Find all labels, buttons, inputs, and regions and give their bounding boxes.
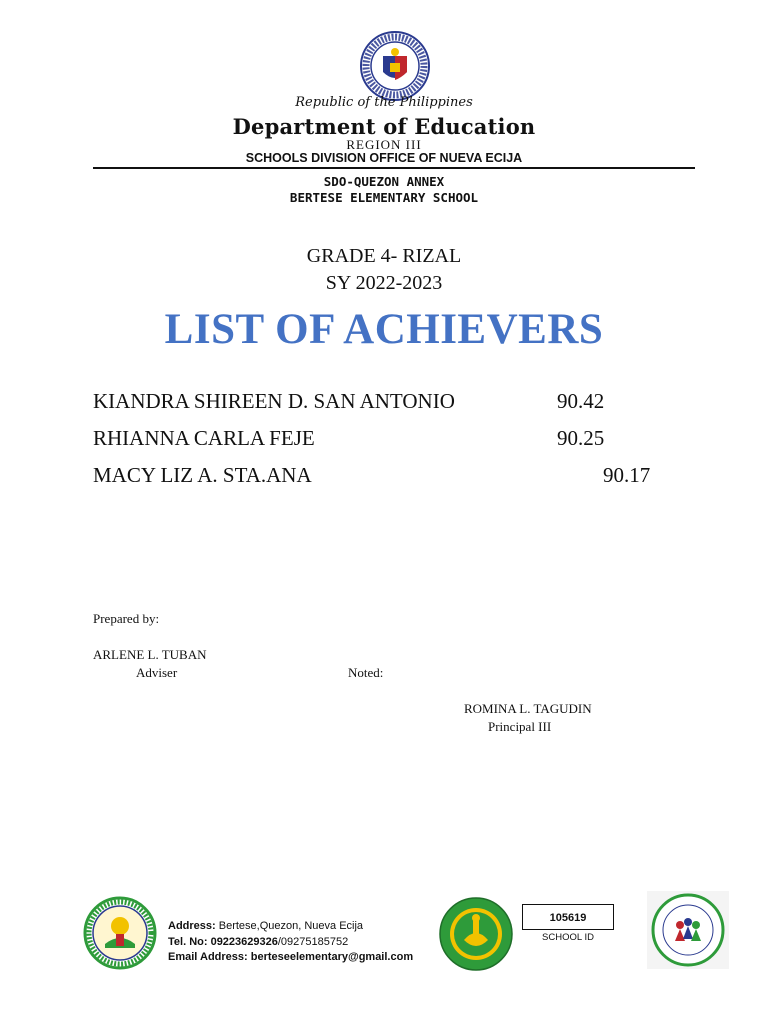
adviser-name: ARLENE L. TUBAN (93, 647, 207, 662)
address-value: Bertese,Quezon, Nueva Ecija (215, 920, 364, 932)
achiever-name: RHIANNA CARLA FEJE (93, 426, 315, 450)
document-title: LIST OF ACHIEVERS (164, 306, 604, 353)
school-year: SY 2022-2023 (325, 272, 443, 294)
republic-heading: Republic of the Philippines (295, 95, 473, 110)
email-value: berteseelementary@gmail.com (247, 951, 414, 963)
grade-section: GRADE 4- RIZAL (306, 245, 462, 267)
school-heading: BERTESE ELEMENTARY SCHOOL (289, 190, 479, 205)
achiever-average: 90.42 (557, 389, 605, 413)
prepared-by-label: Prepared by: (93, 611, 160, 626)
achiever-average: 90.25 (557, 426, 605, 450)
department-heading: Department of Education (232, 114, 536, 139)
annex-heading: SDO-QUEZON ANNEX (323, 174, 445, 189)
noted-label: Noted: (348, 665, 384, 680)
achiever-name: KIANDRA SHIREEN D. SAN ANTONIO (93, 389, 455, 413)
school-id-box: 105619 (522, 904, 614, 930)
achiever-average: 90.17 (603, 463, 651, 487)
tel-value-alt: /09275185752 (277, 935, 349, 948)
school-contact-info (168, 919, 413, 966)
deped-seal-icon (359, 30, 431, 102)
principal-title: Principal III (488, 719, 552, 734)
school-id-label: SCHOOL ID (542, 932, 594, 943)
child-friendly-school-logo-icon (647, 891, 729, 969)
division-heading: SCHOOLS DIVISION OFFICE OF NUEVA ECIJA (245, 151, 523, 165)
bertese-school-logo-icon (438, 896, 514, 972)
email-label: Email Address: (168, 951, 248, 963)
region-heading: REGION III (346, 137, 422, 152)
principal-name: ROMINA L. TAGUDIN (464, 701, 592, 716)
header-divider (93, 167, 695, 169)
achiever-name: MACY LIZ A. STA.ANA (93, 463, 312, 487)
adviser-title: Adviser (136, 665, 178, 680)
address-label: Address: (168, 920, 216, 932)
tel-value: 09223629326 (207, 935, 278, 948)
tel-label: Tel. No: (168, 935, 208, 948)
sdo-nueva-ecija-seal-icon (83, 896, 157, 970)
